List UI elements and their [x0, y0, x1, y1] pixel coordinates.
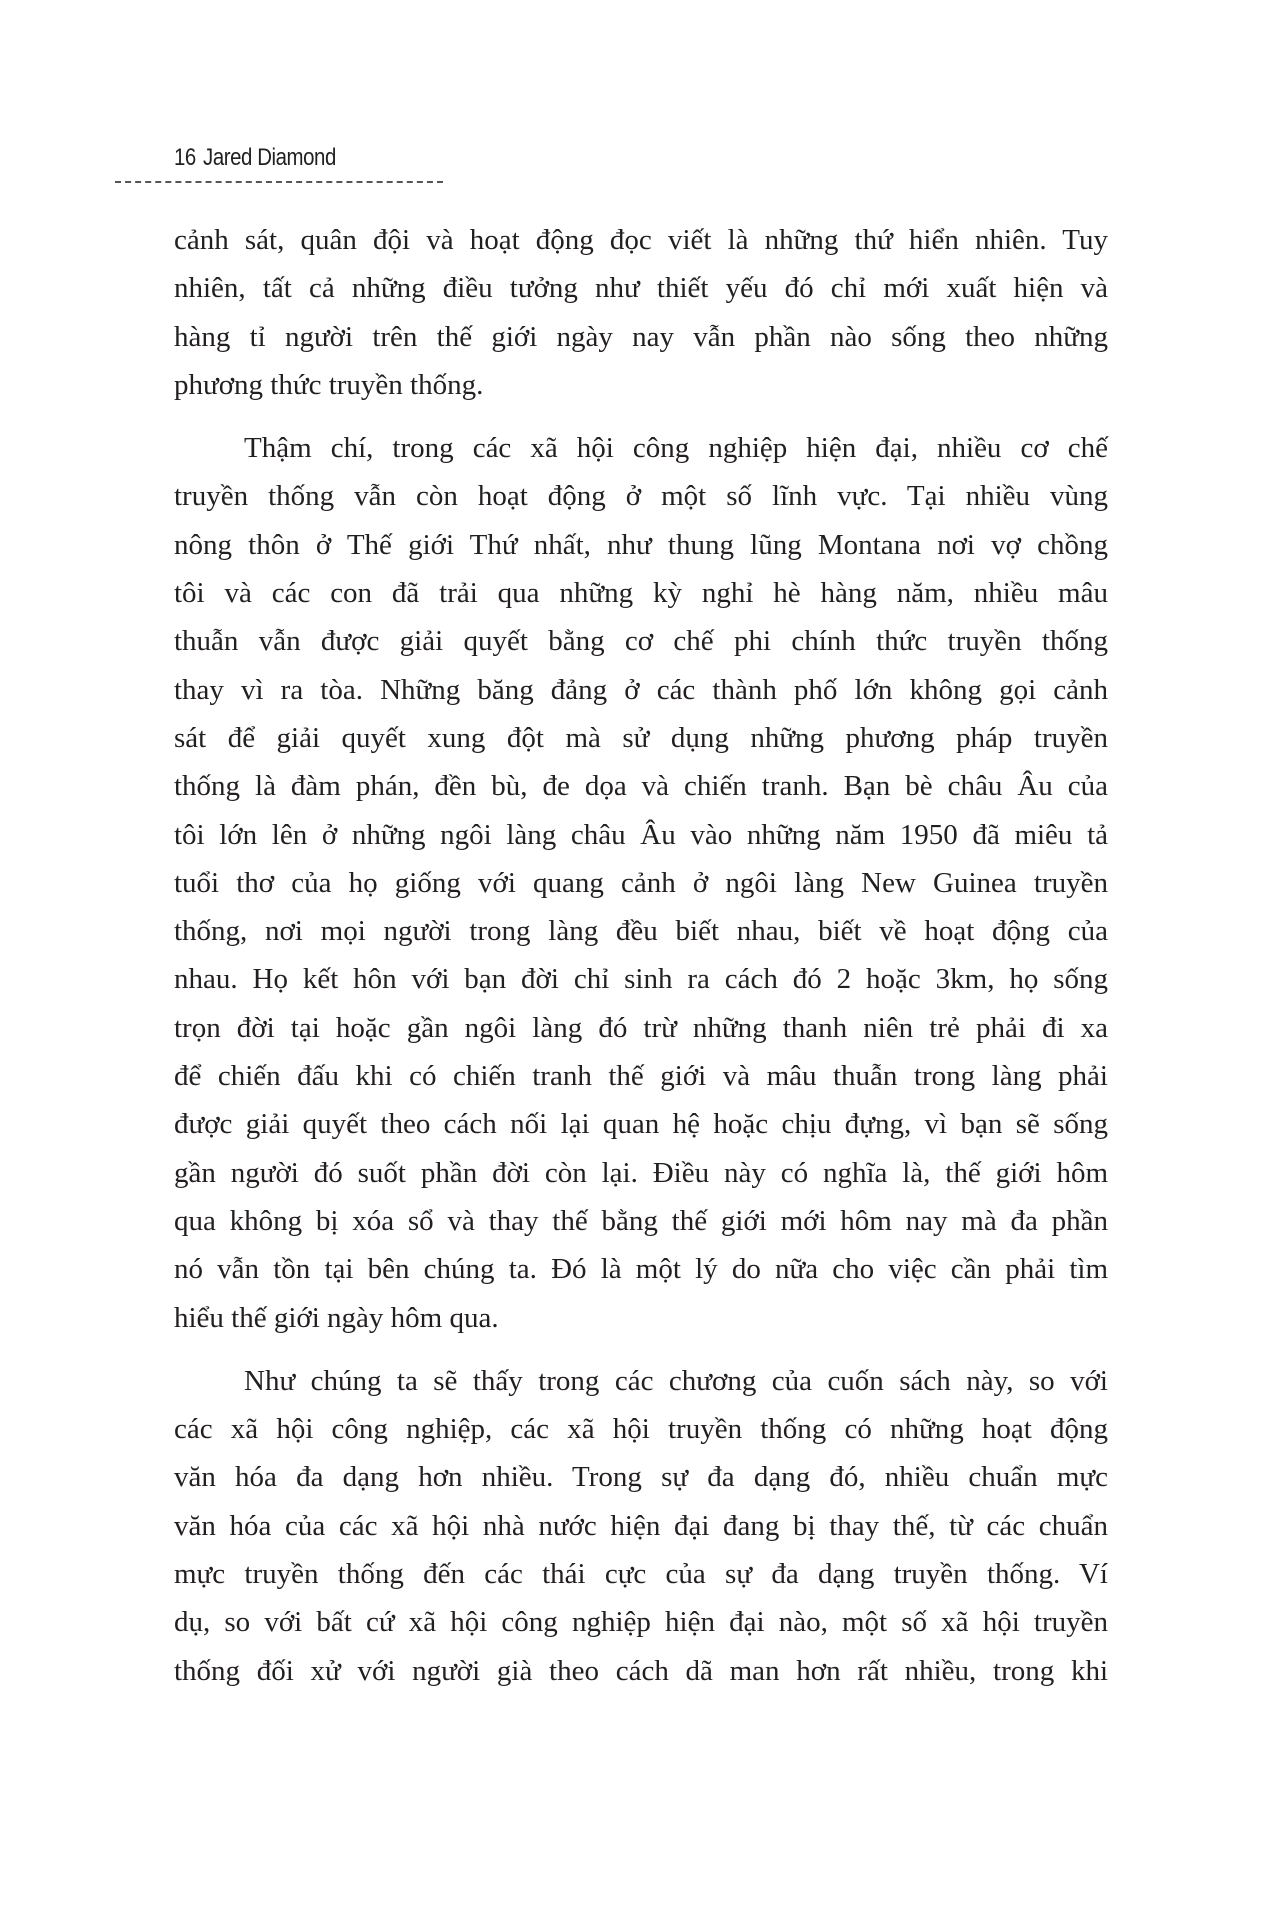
text-line: thay vì ra tòa. Những băng đảng ở các thành phố lớn không gọi cảnh	[174, 673, 1108, 706]
text-line: gần người đó suốt phần đời còn lại. Điều này có nghĩa là, thế giới hôm	[174, 1156, 1108, 1189]
text-line: Như chúng ta sẽ thấy trong các chương của cuốn sách này, so với	[244, 1364, 1108, 1397]
text-line: cảnh sát, quân đội và hoạt động đọc viết là những thứ hiển nhiên. Tuy	[174, 224, 1108, 256]
text-line: dụ, so với bất cứ xã hội công nghiệp hiện đại nào, một số xã hội truyền	[174, 1606, 1108, 1639]
text-line: Thậm chí, trong các xã hội công nghiệp hiện đại, nhiều cơ chế	[244, 432, 1108, 465]
text-line: tôi lớn lên ở những ngôi làng châu Âu vào những năm 1950 đã miêu tả	[174, 818, 1108, 851]
text-line: thống, nơi mọi người trong làng đều biết nhau, biết về hoạt động của	[174, 915, 1108, 948]
text-line: tuổi thơ của họ giống với quang cảnh ở ngôi làng New Guinea truyền	[174, 866, 1108, 899]
text-line: hiểu thế giới ngày hôm qua.	[174, 1301, 499, 1334]
text-line: qua không bị xóa sổ và thay thế bằng thế giới mới hôm nay mà đa phần	[174, 1204, 1108, 1237]
text-line: nhau. Họ kết hôn với bạn đời chỉ sinh ra cách đó 2 hoặc 3km, họ sống	[174, 963, 1108, 996]
text-line: văn hóa đa dạng hơn nhiều. Trong sự đa dạng đó, nhiều chuẩn mực	[174, 1461, 1108, 1494]
text-line: nông thôn ở Thế giới Thứ nhất, như thung lũng Montana nơi vợ chồng	[174, 528, 1108, 561]
page-number: 16	[174, 144, 196, 171]
text-line: hàng tỉ người trên thế giới ngày nay vẫn phần nào sống theo những	[174, 320, 1108, 353]
text-line: mực truyền thống đến các thái cực của sự đa dạng truyền thống. Ví	[174, 1558, 1108, 1591]
text-line: trọn đời tại hoặc gần ngôi làng đó trừ những thanh niên trẻ phải đi xa	[174, 1011, 1108, 1044]
text-line: nó vẫn tồn tại bên chúng ta. Đó là một lý do nữa cho việc cần phải tìm	[174, 1253, 1108, 1286]
text-line: thống đối xử với người già theo cách dã man hơn rất nhiều, trong khi	[174, 1654, 1108, 1687]
text-line: thống là đàm phán, đền bù, đe dọa và chiến tranh. Bạn bè châu Âu của	[174, 770, 1108, 803]
text-line: để chiến đấu khi có chiến tranh thế giới và mâu thuẫn trong làng phải	[174, 1060, 1108, 1093]
paragraph	[174, 1357, 1108, 1695]
text-line: thuẫn vẫn được giải quyết bằng cơ chế phi chính thức truyền thống	[174, 625, 1108, 658]
text-line: các xã hội công nghiệp, các xã hội truyền thống có những hoạt động	[174, 1413, 1108, 1446]
text-line: phương thức truyền thống.	[174, 368, 484, 401]
paragraph	[174, 216, 1108, 409]
text-line: truyền thống vẫn còn hoạt động ở một số lĩnh vực. Tại nhiều vùng	[174, 480, 1108, 513]
paragraph	[174, 424, 1108, 1342]
text-line: tôi và các con đã trải qua những kỳ nghỉ hè hàng năm, nhiều mâu	[174, 577, 1108, 610]
author-name: Jared Diamond	[203, 144, 336, 171]
header-divider	[115, 181, 443, 183]
text-line: văn hóa của các xã hội nhà nước hiện đại đang bị thay thế, từ các chuẩn	[174, 1509, 1108, 1542]
text-line: sát để giải quyết xung đột mà sử dụng những phương pháp truyền	[174, 721, 1108, 754]
text-line: được giải quyết theo cách nối lại quan hệ hoặc chịu đựng, vì bạn sẽ sống	[174, 1108, 1108, 1141]
running-header	[174, 144, 336, 172]
body-text	[174, 216, 1108, 1710]
text-line: nhiên, tất cả những điều tưởng như thiết yếu đó chỉ mới xuất hiện và	[174, 272, 1108, 305]
